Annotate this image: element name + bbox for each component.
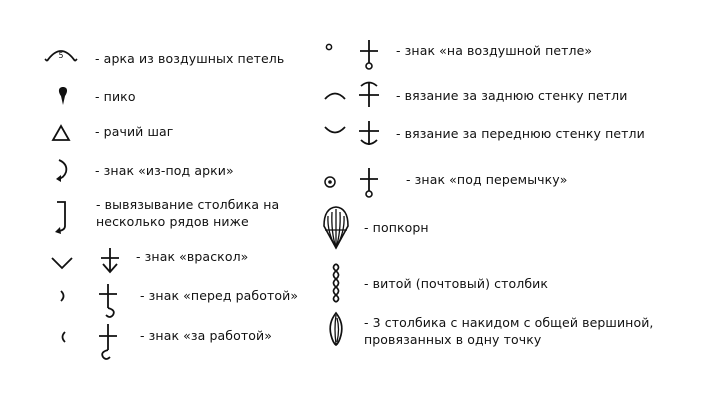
back-loop-stitch-icon (356, 80, 382, 110)
label-back-post: - знак «за работой» (140, 328, 272, 343)
arch-chain-loops-icon (44, 44, 78, 64)
spike-stitch-icon (98, 246, 122, 276)
label-under-bar: - знак «под перемычку» (406, 172, 568, 187)
on-chain-loop-stitch-icon (356, 38, 382, 72)
under-bar-stitch-icon (356, 166, 382, 200)
label-front-post: - знак «перед работой» (140, 288, 299, 303)
picot-icon (56, 86, 70, 106)
label-twisted: - витой (почтовый) столбик (364, 276, 548, 291)
label-cluster-line1: - 3 столбика с накидом с общей вершиной, (364, 315, 654, 330)
back-loop-arc-icon (322, 88, 348, 102)
label-front-loop: - вязание за переднюю стенку петли (396, 126, 645, 141)
label-several-rows-below (96, 196, 316, 230)
label-spike: - знак «враскол» (136, 249, 249, 264)
under-bar-dot-circle-icon (323, 175, 337, 189)
label-cluster-line2: провязанных в одну точку (364, 332, 542, 347)
front-post-bracket-icon (58, 289, 68, 303)
label-from-under-arch: - знак «из-под арки» (95, 163, 234, 178)
back-post-stitch-icon (96, 322, 122, 362)
back-post-bracket-icon (58, 330, 68, 344)
small-circle-icon (324, 42, 334, 52)
front-post-stitch-icon (96, 282, 122, 320)
crab-stitch-triangle-icon (51, 124, 71, 142)
label-several-rows-below-line1: - вывязывание столбика на (96, 197, 280, 212)
popcorn-icon (320, 204, 352, 252)
arch-number: 5 (58, 51, 64, 60)
label-picot: - пико (95, 89, 136, 104)
label-on-chain-loop: - знак «на воздушной петле» (396, 43, 593, 58)
label-several-rows-below-line2: несколько рядов ниже (96, 214, 249, 229)
label-cluster (364, 314, 704, 348)
label-popcorn: - попкорн (364, 220, 429, 235)
several-rows-below-hook-icon (52, 200, 70, 236)
three-dc-cluster-icon (327, 311, 345, 347)
under-arch-hook-icon (54, 158, 70, 184)
label-arch: - арка из воздушных петель (95, 51, 285, 66)
label-crab-stitch: - рачий шаг (95, 124, 174, 139)
front-loop-arc-icon (322, 124, 348, 138)
spike-v-icon (50, 255, 74, 271)
front-loop-stitch-icon (356, 118, 382, 150)
twisted-stitch-icon (328, 262, 344, 304)
label-back-loop: - вязание за заднюю стенку петли (396, 88, 628, 103)
